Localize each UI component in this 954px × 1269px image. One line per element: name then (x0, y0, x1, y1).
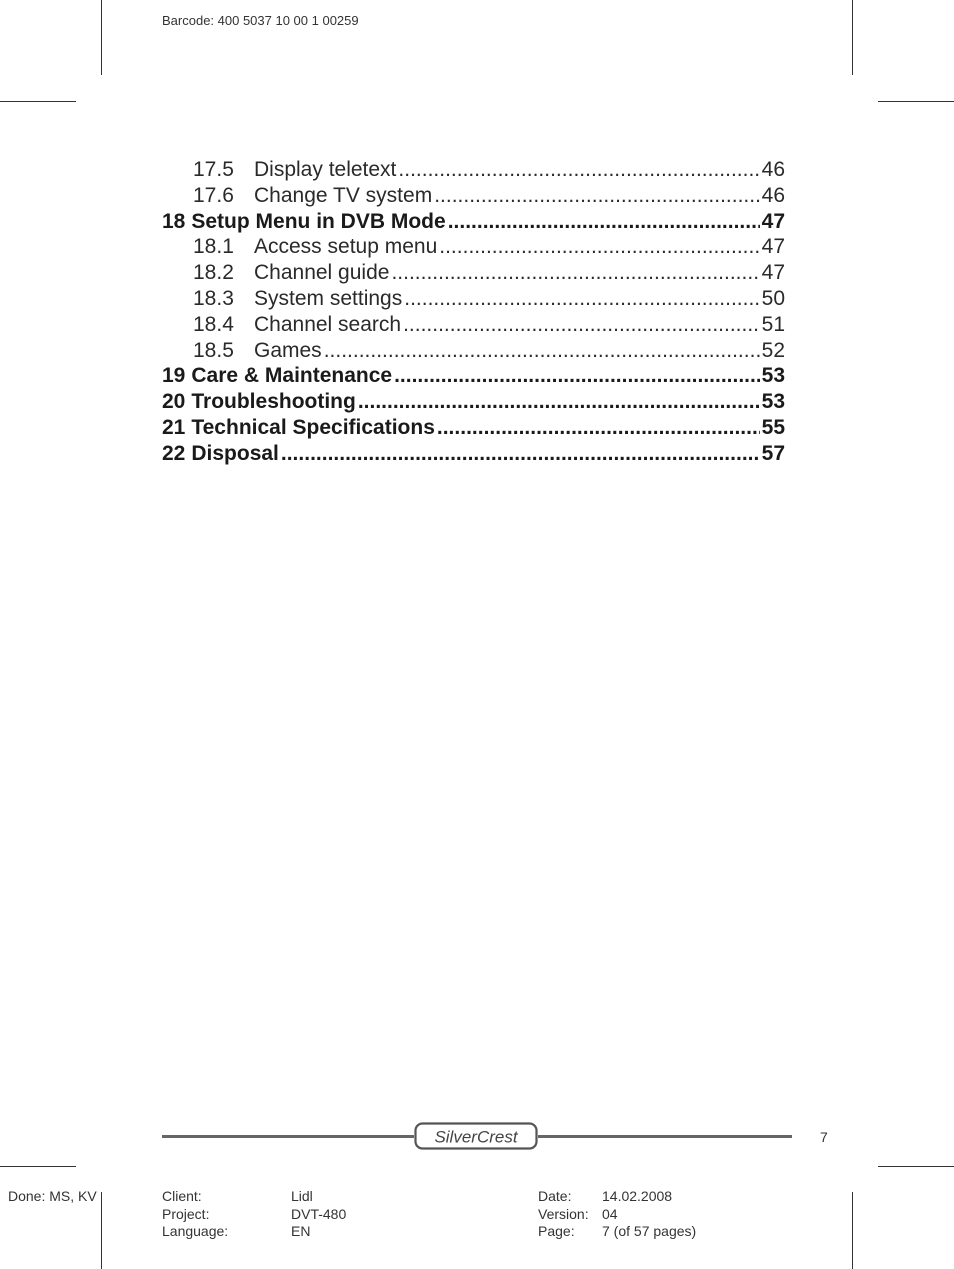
crop-mark (852, 0, 853, 75)
toc-entry-number: 20 (162, 390, 186, 414)
toc-entry-page: 55 (761, 415, 785, 439)
toc-entry-page: 53 (761, 390, 785, 414)
toc-entry-title: Change TV system (254, 183, 433, 207)
barcode-text: Barcode: 400 5037 10 00 1 00259 (162, 13, 359, 28)
crop-mark (852, 1192, 853, 1269)
toc-entry-number: 18.2 (193, 261, 234, 285)
toc-entry[interactable] (162, 234, 785, 260)
toc-entry-title: Display teletext (254, 158, 397, 181)
logo-text: SilverCrest (434, 1127, 518, 1147)
toc-leader-dots (437, 415, 760, 441)
date-label: Date: (538, 1188, 572, 1204)
toc-leader-dots (403, 312, 760, 338)
toc-entry-number: 18.1 (193, 235, 234, 259)
client-value: Lidl (291, 1188, 313, 1204)
toc-entry-page: 46 (761, 158, 785, 181)
toc-entry-number: 21 (162, 415, 186, 439)
crop-mark (0, 101, 76, 102)
toc-entry-number: 18.4 (193, 312, 234, 336)
toc-entry[interactable] (162, 260, 785, 286)
language-value: EN (291, 1223, 311, 1239)
toc-entry[interactable] (162, 209, 785, 235)
toc-entry-title: Technical Specifications (191, 415, 435, 439)
toc-entry[interactable] (162, 338, 785, 364)
page-value: 7 (of 57 pages) (602, 1223, 697, 1239)
toc-entry-page: 52 (761, 338, 785, 362)
toc-leader-dots (358, 389, 760, 415)
toc-entry-title: System settings (254, 286, 403, 310)
toc-entry[interactable] (162, 183, 785, 209)
toc-entry-number: 19 (162, 364, 186, 388)
client-label: Client: (162, 1188, 202, 1204)
toc-leader-dots (398, 157, 759, 183)
toc-entry-number: 17.5 (193, 158, 234, 181)
page-label: Page: (538, 1223, 575, 1239)
toc-leader-dots (439, 234, 759, 260)
toc-entry-title: Channel search (254, 312, 402, 336)
toc-leader-dots (391, 260, 759, 286)
toc-entry-page: 51 (761, 312, 785, 336)
done-by: Done: MS, KV (8, 1188, 97, 1204)
crop-mark (0, 1166, 76, 1167)
toc-leader-dots (281, 441, 760, 467)
crop-mark (878, 1166, 954, 1167)
toc-entry-number: 17.6 (193, 183, 234, 207)
silvercrest-logo (414, 1122, 538, 1150)
toc-entry-title: Setup Menu in DVB Mode (191, 209, 446, 233)
toc-entry-page: 46 (761, 183, 785, 207)
toc-entry-number: 22 (162, 441, 186, 465)
toc-entry-title: Channel guide (254, 261, 390, 285)
toc-entry-page: 57 (761, 441, 785, 465)
toc-entry-page: 47 (761, 209, 785, 233)
toc-leader-dots (404, 286, 759, 312)
toc-entry-title: Games (254, 338, 322, 362)
project-value: DVT-480 (291, 1206, 347, 1222)
crop-mark (101, 0, 102, 75)
toc-entry[interactable] (162, 441, 785, 467)
toc-entry-page: 53 (761, 364, 785, 388)
footer-rule-left (162, 1135, 414, 1138)
version-value: 04 (602, 1206, 618, 1222)
toc-entry-page: 50 (761, 286, 785, 310)
project-label: Project: (162, 1206, 210, 1222)
toc-entry[interactable] (162, 415, 785, 441)
crop-mark (878, 101, 954, 102)
toc-entry-title: Care & Maintenance (191, 364, 393, 388)
toc-leader-dots (434, 183, 759, 209)
toc-entry[interactable] (162, 157, 785, 183)
date-value: 14.02.2008 (602, 1188, 673, 1204)
footer-rule-right (538, 1135, 792, 1138)
toc-entry-title: Disposal (191, 441, 279, 465)
toc-leader-dots (394, 363, 760, 389)
toc-entry[interactable] (162, 286, 785, 312)
page-number: 7 (820, 1129, 828, 1145)
toc-leader-dots (448, 209, 760, 235)
table-of-contents (162, 157, 785, 467)
toc-entry-page: 47 (761, 235, 785, 259)
crop-mark (101, 1192, 102, 1269)
toc-entry-title: Troubleshooting (191, 390, 356, 414)
toc-entry[interactable] (162, 312, 785, 338)
toc-entry[interactable] (162, 389, 785, 415)
toc-leader-dots (324, 338, 760, 364)
toc-entry[interactable] (162, 363, 785, 389)
language-label: Language: (162, 1223, 229, 1239)
version-label: Version: (538, 1206, 589, 1222)
toc-entry-page: 47 (761, 261, 785, 285)
toc-entry-title: Access setup menu (254, 235, 438, 259)
toc-entry-number: 18 (162, 209, 186, 233)
toc-entry-number: 18.5 (193, 338, 234, 362)
toc-entry-number: 18.3 (193, 286, 234, 310)
